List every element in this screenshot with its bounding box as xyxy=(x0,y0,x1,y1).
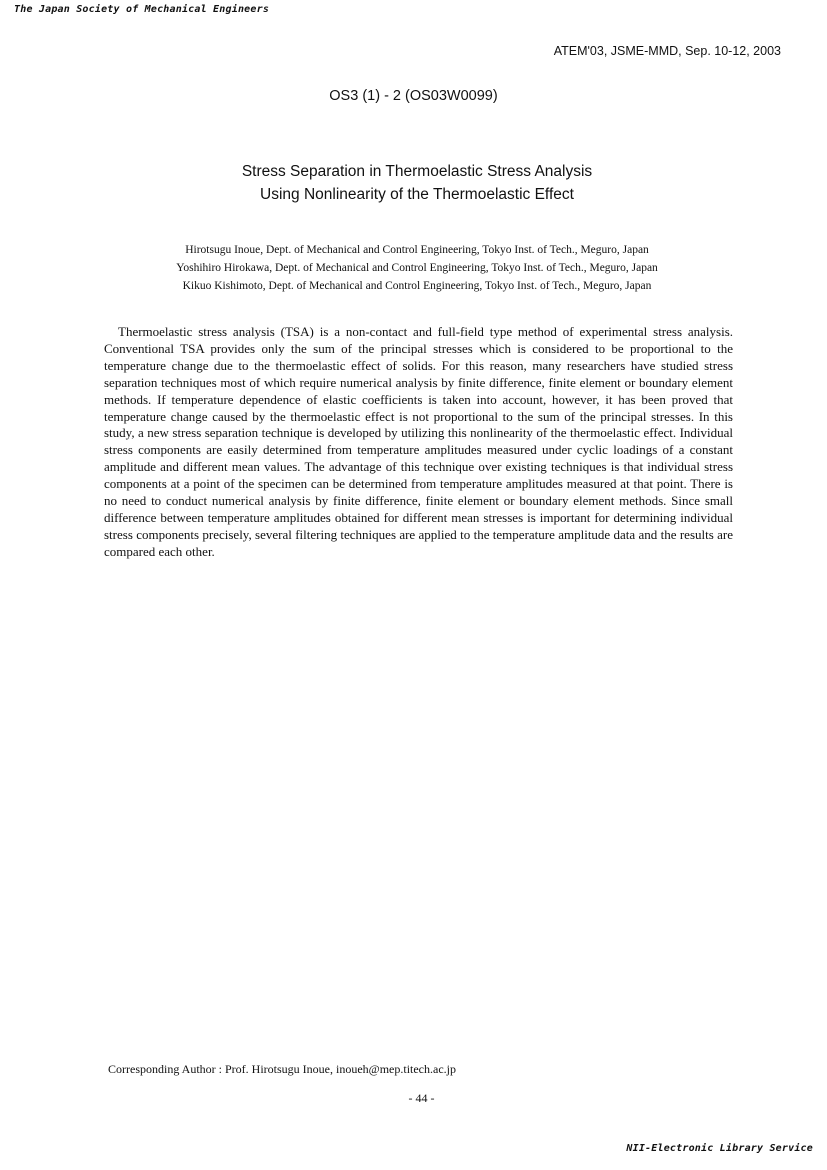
library-service-footer: NII-Electronic Library Service xyxy=(626,1143,813,1154)
author-list xyxy=(0,241,827,295)
abstract-text: Thermoelastic stress analysis (TSA) is a non-contact and full-field type method of experimental stress analysis. Conventional TSA provides only the sum of the principal stresses which is considered to be proportional to the temperature change due to the thermoelastic effect of solids. For this reason, many researchers have studied stress separation techniques most of which require numerical analysis by finite difference, finite element or boundary element methods. If temperature dependence of elastic coefficients is taken into account, however, it has been proved that temperature change caused by the thermoelastic effect is not proportional to the sum of the principal stresses. In this study, a new stress separation technique is developed by utilizing this nonlinearity of the thermoelastic effect. Individual stress components are easily determined from temperature amplitudes measured under cyclic loadings of a constant amplitude and different mean values. The advantage of this technique over existing techniques is that individual stress components at a point of the specimen can be determined from temperature amplitudes measured at that point. There is no need to conduct numerical analysis by finite difference, finite element or boundary element methods. Since small difference between temperature amplitudes obtained for different mean stresses is important for determining individual stress components precisely, several filtering techniques are applied to the temperature amplitude data and the results are compared each other. xyxy=(104,324,733,559)
author-1: Hirotsugu Inoue, Dept. of Mechanical and Control Engineering, Tokyo Inst. of Tech., Meguro, Japan xyxy=(185,244,649,256)
paper-title-line-1: Stress Separation in Thermoelastic Stress Analysis xyxy=(241,163,593,180)
paper-title-line-2: Using Nonlinearity of the Thermoelastic Effect xyxy=(260,186,574,203)
author-3: Kikuo Kishimoto, Dept. of Mechanical and Control Engineering, Tokyo Inst. of Tech., Meguro, Japan xyxy=(182,280,652,292)
society-header: The Japan Society of Mechanical Engineers xyxy=(14,4,270,15)
session-code: OS3 (1) - 2 (OS03W0099) xyxy=(329,88,498,104)
corresponding-author: Corresponding Author : Prof. Hirotsugu Inoue, inoueh@mep.titech.ac.jp xyxy=(108,1062,456,1076)
page-number: - 44 - xyxy=(408,1091,435,1105)
paper-title xyxy=(0,160,827,206)
author-2: Yoshihiro Hirokawa, Dept. of Mechanical and Control Engineering, Tokyo Inst. of Tech., Meguro, Japan xyxy=(176,262,658,274)
conference-info: ATEM'03, JSME-MMD, Sep. 10-12, 2003 xyxy=(553,44,781,58)
